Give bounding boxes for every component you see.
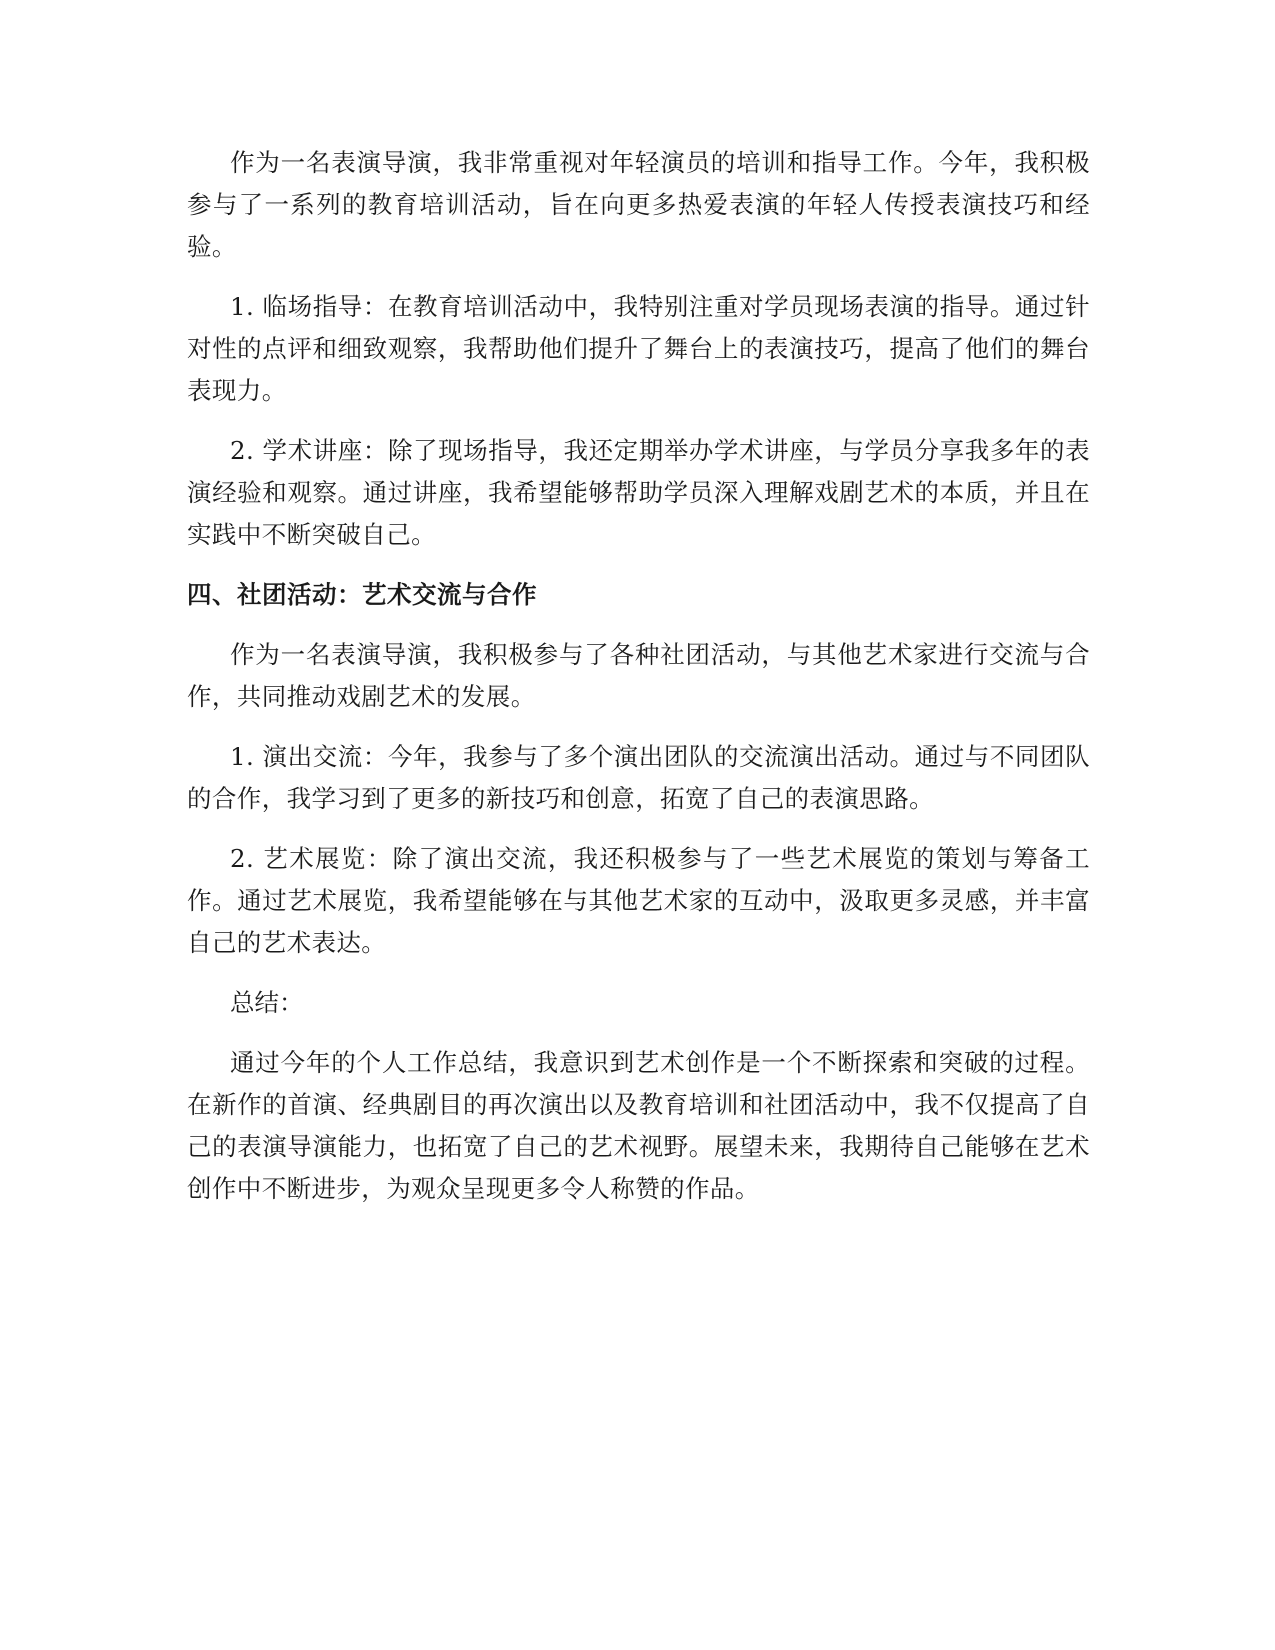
list-item-performance-exchange: 1. 演出交流：今年，我参与了多个演出团队的交流演出活动。通过与不同团队的合作，我学习到了更多的新技巧和创意，拓宽了自己的表演思路。	[187, 742, 1090, 813]
document-page	[187, 142, 1090, 1228]
section-heading: 四、社团活动：艺术交流与合作	[187, 580, 537, 609]
summary-paragraph: 通过今年的个人工作总结，我意识到艺术创作是一个不断探索和突破的过程。在新作的首演、经典剧目的再次演出以及教育培训和社团活动中，我不仅提高了自己的表演导演能力，也拓宽了自己的艺术视野。展望未来，我期待自己能够在艺术创作中不断进步，为观众呈现更多令人称赞的作品。	[187, 1048, 1090, 1203]
intro-paragraph: 作为一名表演导演，我非常重视对年轻演员的培训和指导工作。今年，我积极参与了一系列的教育培训活动，旨在向更多热爱表演的年轻人传授表演技巧和经验。	[187, 148, 1090, 261]
list-item-art-exhibition: 2. 艺术展览：除了演出交流，我还积极参与了一些艺术展览的策划与筹备工作。通过艺术展览，我希望能够在与其他艺术家的互动中，汲取更多灵感，并丰富自己的艺术表达。	[187, 844, 1090, 957]
section-intro-paragraph: 作为一名表演导演，我积极参与了各种社团活动，与其他艺术家进行交流与合作，共同推动戏剧艺术的发展。	[187, 640, 1090, 711]
summary-label: 总结：	[230, 988, 304, 1017]
list-item-academic-lectures: 2. 学术讲座：除了现场指导，我还定期举办学术讲座，与学员分享我多年的表演经验和观察。通过讲座，我希望能够帮助学员深入理解戏剧艺术的本质，并且在实践中不断突破自己。	[187, 436, 1090, 549]
list-item-on-site-guidance: 1. 临场指导：在教育培训活动中，我特别注重对学员现场表演的指导。通过针对性的点评和细致观察，我帮助他们提升了舞台上的表演技巧，提高了他们的舞台表现力。	[187, 292, 1090, 405]
